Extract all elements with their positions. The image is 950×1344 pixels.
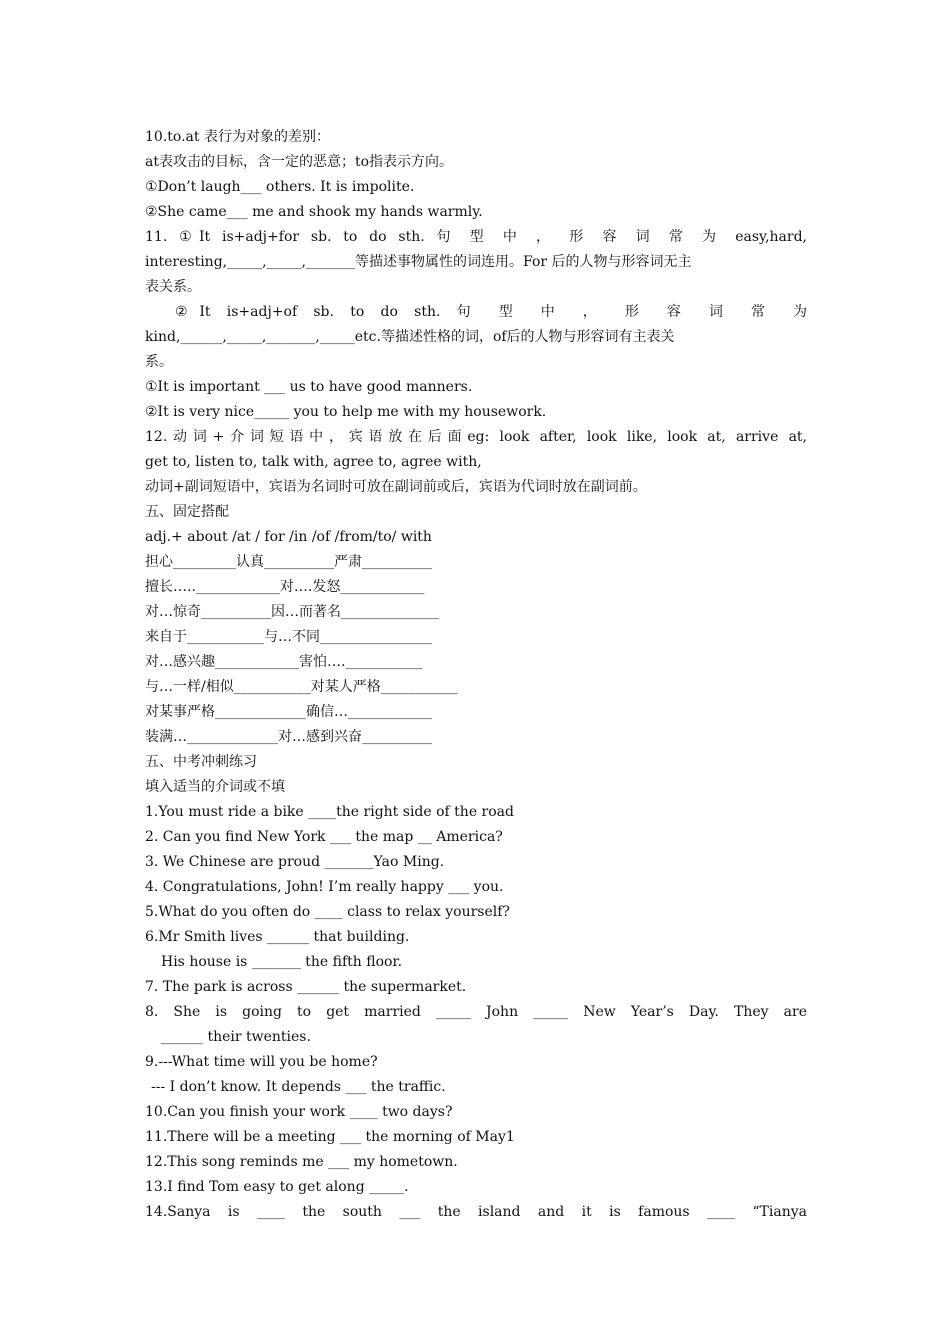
- text-line: adj.+ about /at / for /in /of /from/to/ with: [145, 529, 432, 545]
- question-line: 12.This song reminds me ___ my hometown.: [145, 1154, 458, 1170]
- instruction-line: 填入适当的介词或不填: [145, 779, 285, 795]
- text-line: 表关系。: [145, 279, 201, 295]
- question-line: 11.There will be a meeting ___ the morning of May1: [145, 1129, 515, 1145]
- section-heading-fixed-collocations: 五、固定搭配: [145, 504, 229, 520]
- question-line: 10.Can you finish your work ____ two days?: [145, 1104, 453, 1120]
- document-body: [145, 125, 807, 1225]
- question-line: 1.You must ride a bike ____the right side of the road: [145, 804, 514, 820]
- text-line: 系。: [145, 354, 173, 370]
- question-line: 13.I find Tom easy to get along _____.: [145, 1179, 409, 1195]
- exercise-line: ①Don’t laugh___ others. It is impolite.: [145, 179, 415, 195]
- question-line: 7. The park is across ______ the supermarket.: [145, 979, 467, 995]
- question-line: --- I don’t know. It depends ___ the traffic.: [151, 1079, 446, 1095]
- exercise-line: ①It is important ___ us to have good manners.: [145, 379, 473, 395]
- question-line: 9.---What time will you be home?: [145, 1054, 378, 1070]
- section-heading-12: 12.动词+介词短语中，宾语放在后面eg: look after, look like, look at, arrive at,: [145, 429, 807, 445]
- section-heading-11: 11. ①It is+adj+for sb. to do sth. 句 型 中 ， 形 容 词 常 为 easy,hard,: [145, 229, 807, 245]
- question-line: 14.Sanya is ____ the south ___ the island and it is famous ____ “Tianya: [145, 1204, 807, 1220]
- collocation-line: 擅长…..____________对….发怒____________: [145, 579, 425, 595]
- question-line: 6.Mr Smith lives ______ that building.: [145, 929, 410, 945]
- collocation-line: 对…惊奇__________因…而著名______________: [145, 604, 439, 620]
- collocation-line: 对某事严格_____________确信…____________: [145, 704, 432, 720]
- question-line: 2. Can you find New York ___ the map __ America?: [145, 829, 503, 845]
- question-line: 3. We Chinese are proud _______Yao Ming.: [145, 854, 445, 870]
- exercise-line: ②She came___ me and shook my hands warmly.: [145, 204, 483, 220]
- text-line: get to, listen to, talk with, agree to, agree with,: [145, 454, 482, 470]
- question-line: 5.What do you often do ____ class to relax yourself?: [145, 904, 510, 920]
- text-line: ②It is+adj+of sb. to do sth. 句 型 中 ， 形 容 词 常 为: [175, 304, 807, 320]
- question-line: ______ their twenties.: [161, 1029, 311, 1045]
- text-line: kind,______,_____,_______,_____etc.等描述性格的词，of后的人物与形容词有主表关: [145, 329, 675, 345]
- question-line: 8. She is going to get married _____ John _____ New Year’s Day. They are: [145, 1004, 807, 1020]
- collocation-line: 来自于___________与…不同________________: [145, 629, 432, 645]
- question-line: 4. Congratulations, John! I’m really happy ___ you.: [145, 879, 504, 895]
- collocation-line: 装满…_____________对…感到兴奋__________: [145, 729, 432, 745]
- section-heading-practice: 五、中考冲刺练习: [145, 754, 257, 770]
- collocation-line: 对…感兴趣____________害怕….___________: [145, 654, 423, 670]
- exercise-line: ②It is very nice_____ you to help me with my housework.: [145, 404, 547, 420]
- collocation-line: 与…一样/相似___________对某人严格___________: [145, 679, 458, 695]
- text-line: at表攻击的目标，含一定的恶意；to指表示方向。: [145, 154, 454, 170]
- question-line: His house is _______ the fifth floor.: [161, 954, 403, 970]
- section-heading-10: 10.to.at 表行为对象的差别：: [145, 129, 330, 145]
- collocation-line: 担心_________认真__________严肃__________: [145, 554, 432, 570]
- text-line: interesting,_____,_____,_______等描述事物属性的词连用。For 后的人物与形容词无主: [145, 254, 692, 270]
- text-line: 动词+副词短语中，宾语为名词时可放在副词前或后，宾语为代词时放在副词前。: [145, 479, 647, 495]
